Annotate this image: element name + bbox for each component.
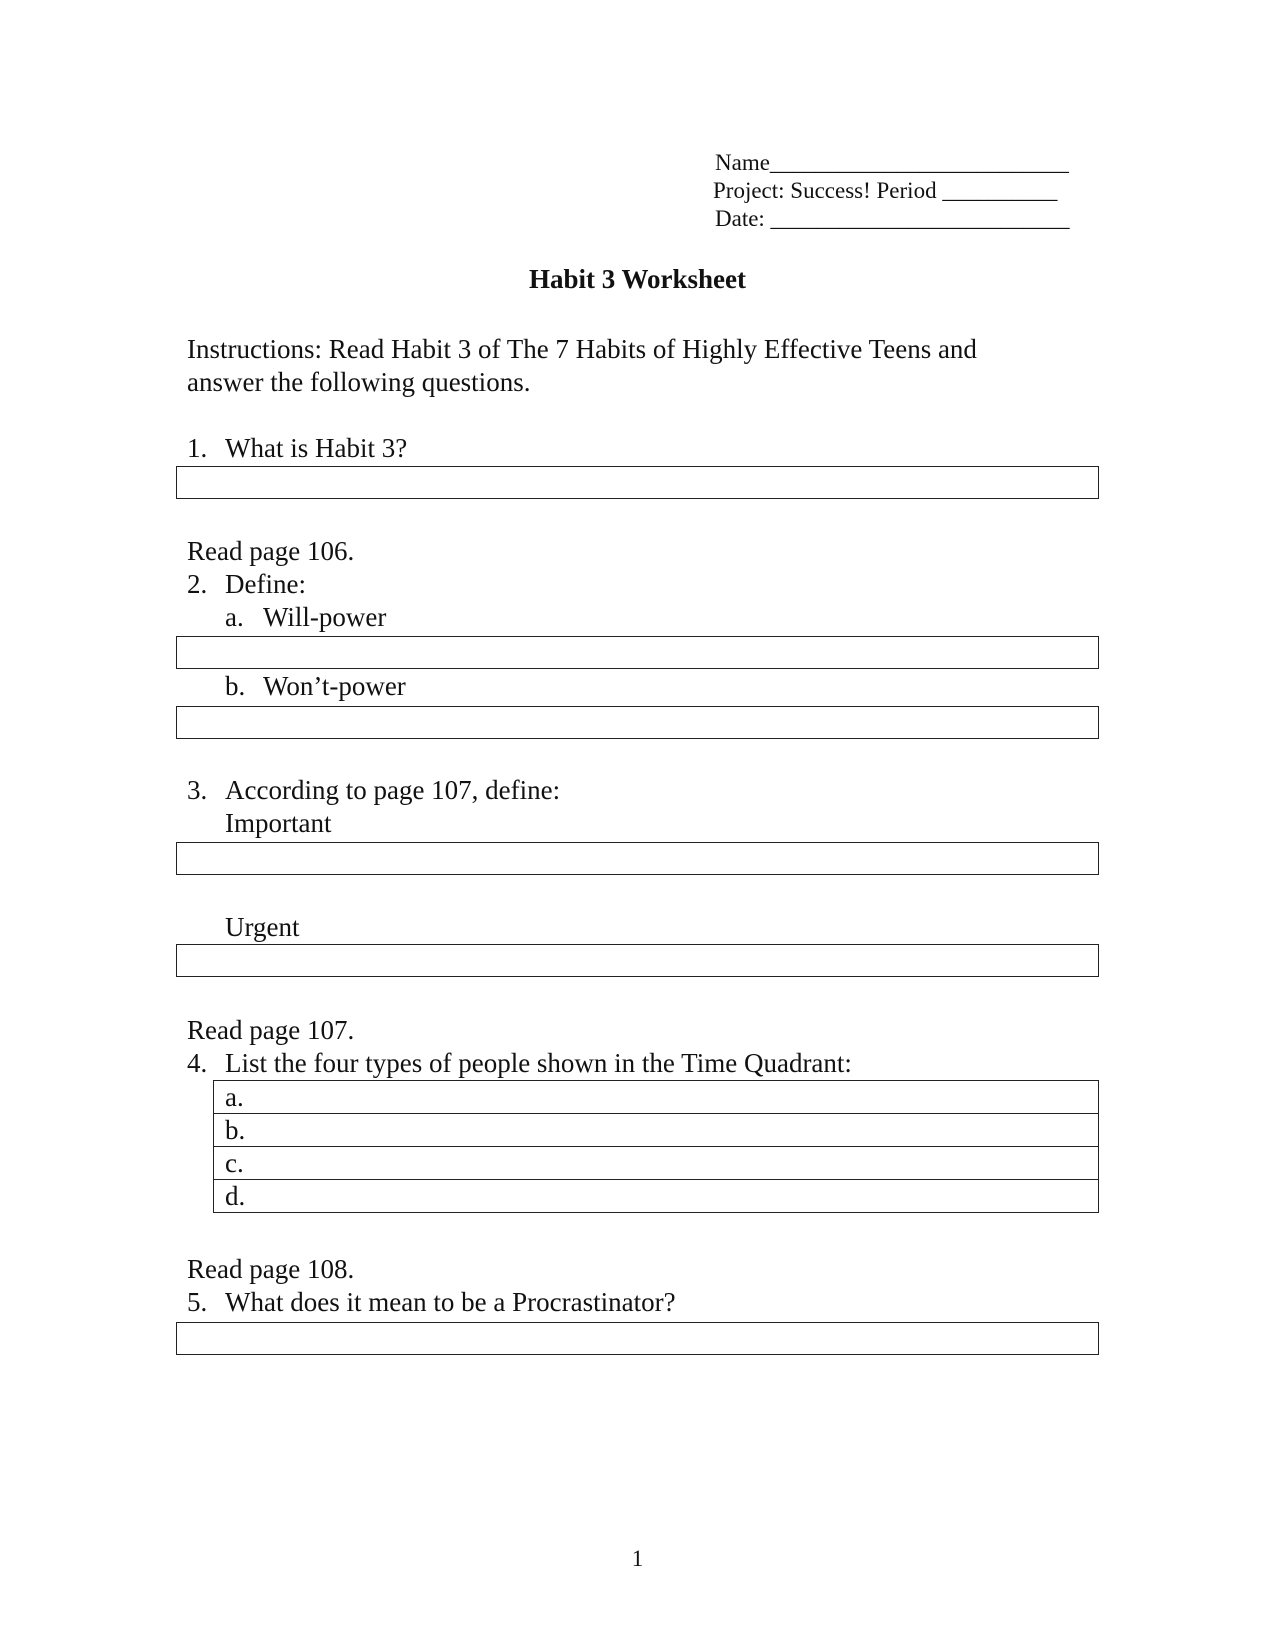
- question-2: [187, 568, 306, 601]
- read-page-107: Read page 107.: [187, 1015, 355, 1045]
- time-quadrant-table: [213, 1080, 1099, 1213]
- read-page-106: Read page 106.: [187, 536, 355, 566]
- answer-box-urgent[interactable]: [176, 944, 1099, 977]
- item-text: Won’t-power: [263, 671, 406, 701]
- question-number: 4.: [187, 1048, 208, 1078]
- question-number: 1.: [187, 433, 208, 463]
- question-text: What is Habit 3?: [225, 433, 408, 463]
- question-text: What does it mean to be a Procrastinator?: [225, 1287, 676, 1317]
- question-number: 3.: [187, 775, 208, 805]
- question-number: 2.: [187, 569, 208, 599]
- question-text: According to page 107, define:: [225, 775, 561, 805]
- answer-box-q1[interactable]: [176, 466, 1099, 499]
- question-5: [187, 1286, 676, 1319]
- define-will-power: [225, 601, 386, 634]
- quadrant-row-a[interactable]: a.: [214, 1081, 1099, 1114]
- question-text: List the four types of people shown in the Time Quadrant:: [225, 1048, 852, 1078]
- item-letter: b.: [225, 671, 246, 701]
- date-line: Date: __________________________: [715, 206, 1070, 231]
- instructions-line-2: answer the following questions.: [187, 367, 531, 397]
- name-line: Name__________________________: [715, 150, 1069, 175]
- read-page-108: Read page 108.: [187, 1254, 355, 1284]
- page-title: Habit 3 Worksheet: [528, 264, 746, 294]
- item-text: Will-power: [263, 602, 387, 632]
- question-text: Define:: [225, 569, 306, 599]
- question-number: 5.: [187, 1287, 208, 1317]
- question-4: [187, 1047, 852, 1080]
- instructions-line-1: Instructions: Read Habit 3 of The 7 Habits of Highly Effective Teens and: [187, 334, 977, 364]
- quadrant-row-d[interactable]: d.: [214, 1180, 1099, 1213]
- answer-box-wont-power[interactable]: [176, 706, 1099, 739]
- define-wont-power: [225, 670, 406, 703]
- urgent-label: Urgent: [225, 912, 300, 942]
- item-letter: a.: [225, 602, 244, 632]
- answer-box-important[interactable]: [176, 842, 1099, 875]
- important-label: Important: [225, 808, 332, 838]
- answer-box-will-power[interactable]: [176, 636, 1099, 669]
- question-3: [187, 774, 560, 807]
- answer-box-q5[interactable]: [176, 1322, 1099, 1355]
- period-line: Project: Success! Period __________: [713, 178, 1058, 203]
- quadrant-row-b[interactable]: b.: [214, 1114, 1099, 1147]
- page-number: 1: [631, 1546, 644, 1571]
- question-1: [187, 432, 407, 465]
- quadrant-row-c[interactable]: c.: [214, 1147, 1099, 1180]
